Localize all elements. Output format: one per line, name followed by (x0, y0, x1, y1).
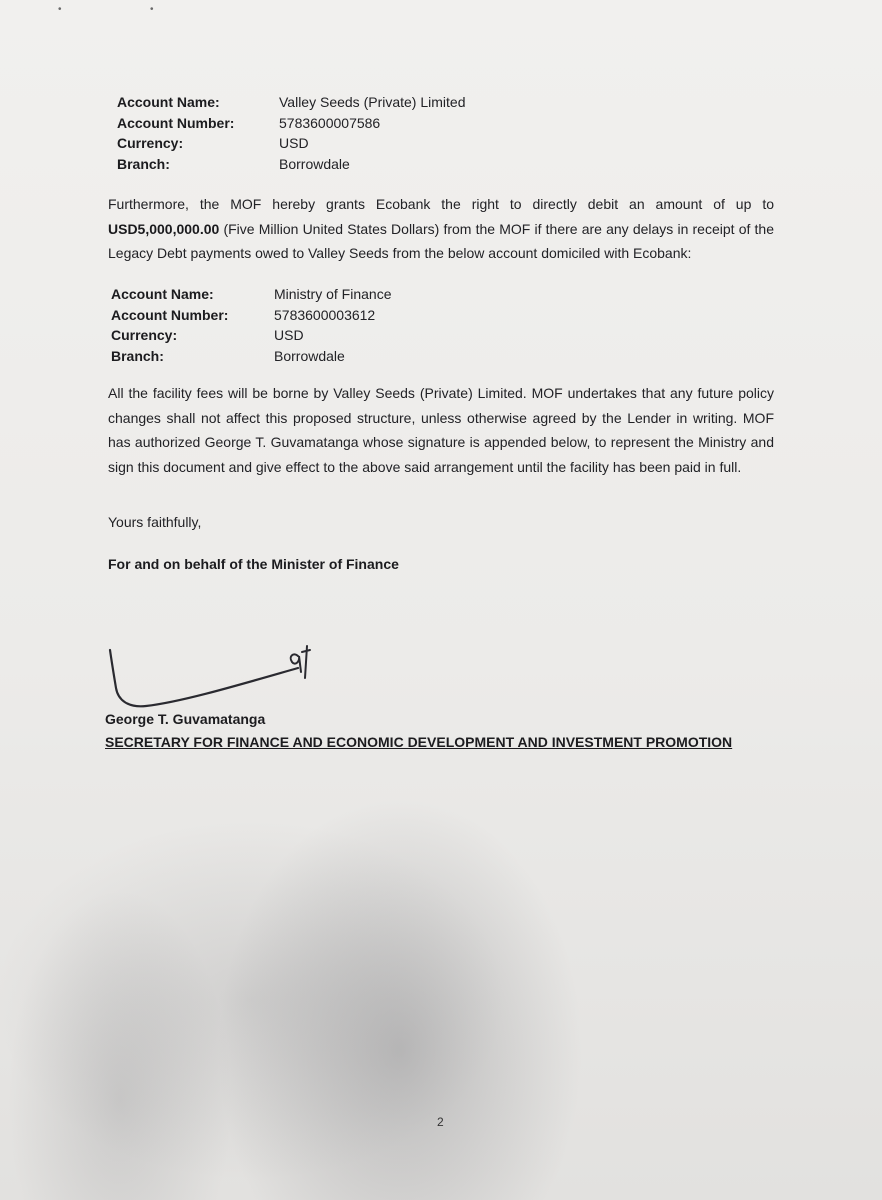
account-number-value: 5783600003612 (274, 306, 376, 323)
branch-value: Borrowdale (274, 347, 345, 364)
debit-text-after: (Five Million United States Dollars) from the MOF if there are any delays in receipt of the Legacy Debt payments owed to Valley Seeds from the below account domiciled with Ecobank: (108, 220, 774, 262)
debit-amount: USD5,000,000.00 (108, 220, 220, 237)
facility-fees-paragraph: All the facility fees will be borne by Valley Seeds (Private) Limited. MOF undertakes that any future policy changes shall not affect this proposed structure, unless otherwise agreed by the Lender in writing. MOF has authorized George T. Guvamatanga whose signature is appended below, to represent the Ministry and sign this document and give effect to the above said arrangement until the facility has been paid in full. (108, 385, 774, 475)
debit-authorization-paragraph (108, 192, 774, 266)
account-number-label: Account Number: (111, 306, 229, 323)
account-name-label: Account Name: (111, 286, 214, 302)
debit-text-before: Furthermore, the MOF hereby grants Ecobank the right to directly debit an amount of up to (108, 196, 774, 212)
signatory-title: SECRETARY FOR FINANCE AND ECONOMIC DEVELOPMENT AND INVESTMENT PROMOTION (105, 734, 733, 750)
account-name-value: Ministry of Finance (274, 286, 392, 302)
currency-label: Currency: (111, 327, 178, 343)
page-number: 2 (437, 1115, 444, 1129)
scan-mark: • (58, 4, 62, 15)
account-number-value: 5783600007586 (279, 114, 381, 131)
signatory-name: George T. Guvamatanga (105, 711, 266, 727)
scan-mark: • (150, 4, 154, 15)
account-name-row (117, 92, 465, 113)
signature-icon (102, 642, 342, 712)
account-name-row (111, 284, 391, 305)
currency-row (111, 325, 391, 346)
mof-account-details (111, 284, 391, 366)
account-number-row (111, 305, 391, 326)
account-number-label: Account Number: (117, 114, 235, 131)
account-number-row (117, 113, 465, 134)
account-name-label: Account Name: (117, 94, 220, 110)
currency-label: Currency: (117, 135, 184, 151)
currency-value: USD (274, 327, 304, 343)
salutation: Yours faithfully, (108, 514, 202, 530)
currency-row (117, 133, 465, 154)
currency-value: USD (279, 135, 309, 151)
account-name-value: Valley Seeds (Private) Limited (279, 94, 466, 110)
branch-value: Borrowdale (279, 155, 350, 172)
on-behalf-line: For and on behalf of the Minister of Finance (108, 556, 399, 572)
branch-label: Branch: (111, 347, 164, 364)
branch-label: Branch: (117, 155, 170, 172)
branch-row (117, 154, 465, 175)
branch-row (111, 346, 391, 367)
valley-account-details (117, 92, 465, 174)
